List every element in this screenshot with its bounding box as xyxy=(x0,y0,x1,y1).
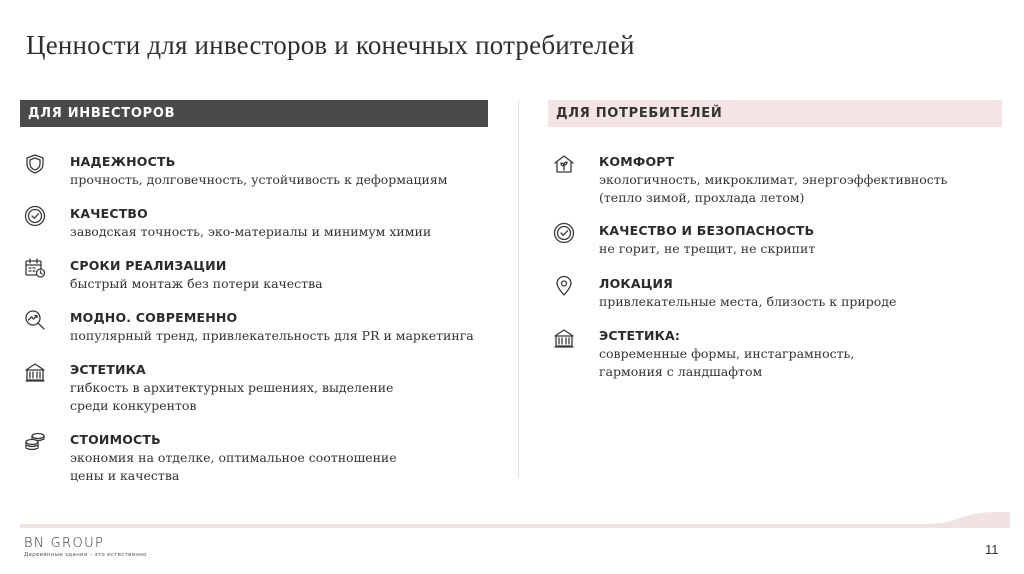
item-desc: цены и качества xyxy=(70,468,180,483)
item-title: СТОИМОСТЬ xyxy=(70,432,161,447)
item-desc: экологичность, микроклимат, энергоэффективность xyxy=(599,172,948,187)
item-desc: среди конкурентов xyxy=(70,398,197,413)
footer-decorative-bar xyxy=(20,512,1010,528)
logo-name: BN GROUP xyxy=(24,536,105,551)
building-icon xyxy=(553,327,575,349)
item-desc: быстрый монтаж без потери качества xyxy=(70,276,323,291)
location-pin-icon xyxy=(553,275,575,297)
slide-title: Ценности для инвесторов и конечных потребителей xyxy=(26,30,635,60)
trend-magnifier-icon xyxy=(24,309,46,331)
item-title: КАЧЕСТВО xyxy=(70,206,148,221)
item-title: КОМФОРТ xyxy=(599,154,675,169)
item-desc: экономия на отделке, оптимальное соотношение xyxy=(70,450,397,465)
item-desc: гибкость в архитектурных решениях, выделение xyxy=(70,380,394,395)
shield-icon xyxy=(24,153,46,175)
item-desc: привлекательные места, близость к природе xyxy=(599,294,897,309)
building-icon xyxy=(24,361,46,383)
item-desc: (тепло зимой, прохлада летом) xyxy=(599,190,805,205)
calendar-clock-icon xyxy=(24,257,46,279)
column-divider xyxy=(518,100,519,478)
item-desc: не горит, не трещит, не скрипит xyxy=(599,241,816,256)
item-desc: заводская точность, эко-материалы и минимум химии xyxy=(70,224,432,239)
check-circle-icon xyxy=(553,222,575,244)
item-title: НАДЕЖНОСТЬ xyxy=(70,154,176,169)
item-title: ЛОКАЦИЯ xyxy=(599,276,673,291)
consumers-header: ДЛЯ ПОТРЕБИТЕЛЕЙ xyxy=(548,100,1002,127)
item-desc: современные формы, инстаграмность, xyxy=(599,346,855,361)
company-logo xyxy=(24,536,147,558)
item-desc: прочность, долговечность, устойчивость к деформациям xyxy=(70,172,448,187)
item-desc: популярный тренд, привлекательность для PR и маркетинга xyxy=(70,328,474,343)
item-title: КАЧЕСТВО И БЕЗОПАСНОСТЬ xyxy=(599,223,815,238)
check-circle-icon xyxy=(24,205,46,227)
item-title: ЭСТЕТИКА: xyxy=(599,328,681,343)
item-desc: гармония с ландшафтом xyxy=(599,364,763,379)
item-title: МОДНО. СОВРЕМЕННО xyxy=(70,310,238,325)
logo-tagline: Деревянные здания – это естественно xyxy=(24,552,147,558)
item-title: ЭСТЕТИКА xyxy=(70,362,146,377)
investors-header: ДЛЯ ИНВЕСТОРОВ xyxy=(20,100,488,127)
item-title: СРОКИ РЕАЛИЗАЦИИ xyxy=(70,258,227,273)
coins-icon xyxy=(24,431,46,453)
page-number: 11 xyxy=(985,542,999,557)
eco-house-icon xyxy=(553,153,575,175)
